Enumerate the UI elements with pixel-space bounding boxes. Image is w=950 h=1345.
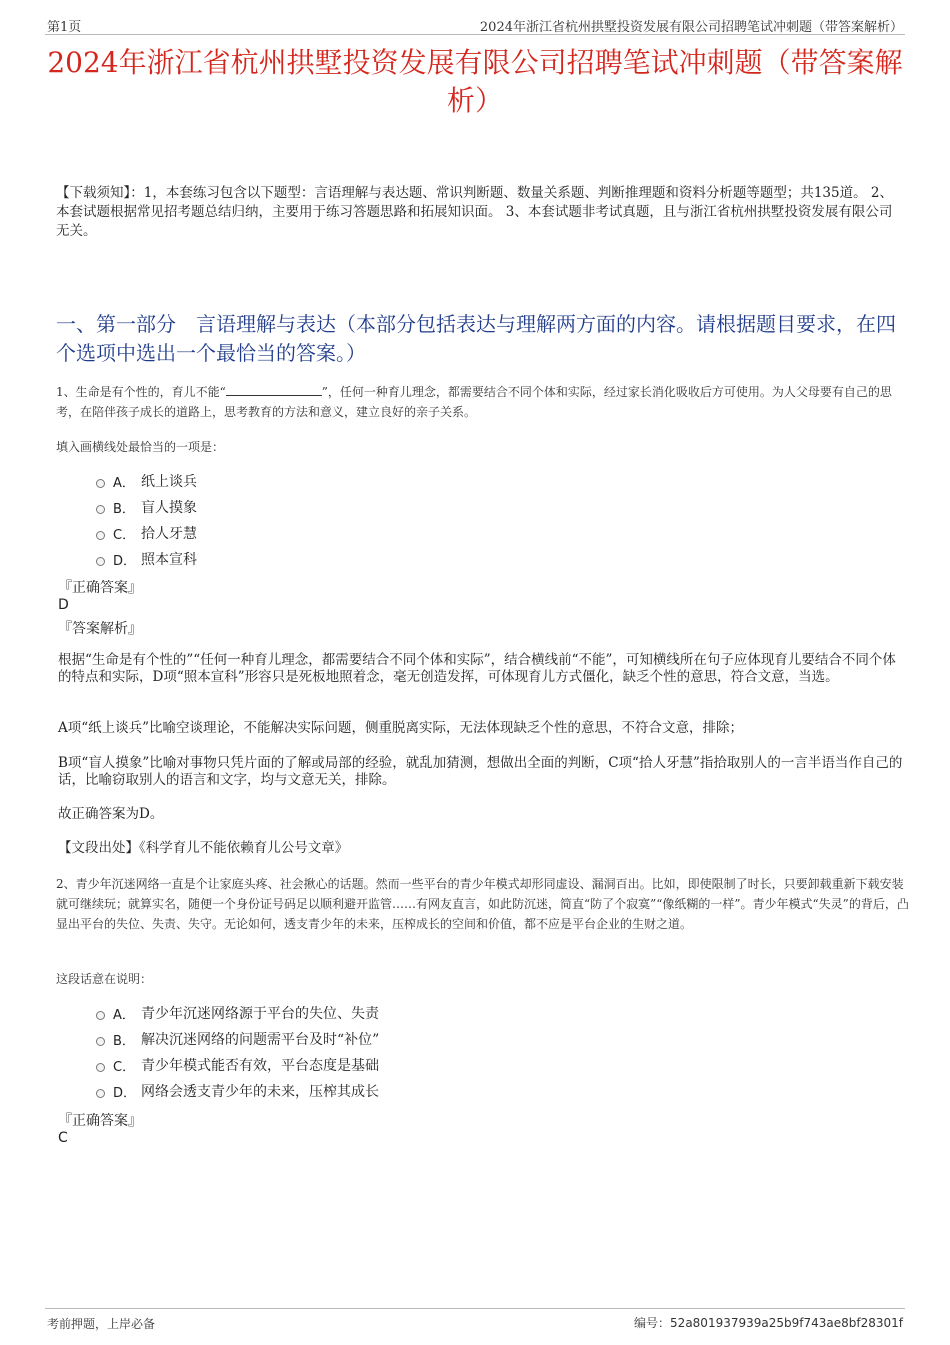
- option-letter: A．: [113, 475, 135, 491]
- option-letter: B．: [113, 1033, 135, 1049]
- radio-icon[interactable]: [96, 1037, 105, 1046]
- radio-icon[interactable]: [96, 1011, 105, 1020]
- analysis-paragraph: 故正确答案为D。: [58, 806, 164, 822]
- footer-code-value: 52a801937939a25b9f743ae8bf28301f: [670, 1316, 903, 1330]
- question-1-prompt: 填入画横线处最恰当的一项是：: [56, 440, 225, 454]
- document-title: 2024年浙江省杭州拱墅投资发展有限公司招聘笔试冲刺题（带答案解析）: [47, 46, 903, 117]
- page-footer: [45, 1308, 905, 1335]
- header-page-number: 第1页: [47, 20, 82, 35]
- question-2-prompt: 这段话意在说明：: [56, 972, 153, 986]
- source-citation: 【文段出处】《科学育儿不能依赖育儿公号文章》: [58, 840, 349, 856]
- footer-slogan: 考前押题，上岸必备: [47, 1317, 156, 1331]
- analysis-label: 『答案解析』: [58, 621, 142, 637]
- option-a[interactable]: [96, 468, 197, 494]
- analysis-paragraph: A项“纸上谈兵”比喻空谈理论，不能解决实际问题，侧重脱离实际，无法体现缺乏个性的意思，不符合文意，排除；: [58, 720, 744, 736]
- question-2-text: 2、青少年沉迷网络一直是个让家庭头疼、社会揪心的话题。然而一些平台的青少年模式却形同虚设、漏洞百出。比如，即使限制了时长，只要卸载重新下载安装就可继续玩；就算实名，随便一个身份证号码足以顺利避开监管……有网友直言，如此防沉迷，简直“防了个寂寞”“像纸糊的一样”。青少年模式“失灵”的背后，凸显出平台的失位、失责、失守。无论如何，透支青少年的未来，压榨成长的空间和价值，都不应是平台企业的生财之道。: [56, 877, 909, 931]
- option-text: 纸上谈兵: [141, 474, 197, 490]
- header-doc-title: 2024年浙江省杭州拱墅投资发展有限公司招聘笔试冲刺题（带答案解析）: [479, 20, 903, 35]
- option-text: 照本宣科: [141, 552, 197, 568]
- download-notice: 【下载须知】：1，本套练习包含以下题型：言语理解与表达题、常识判断题、数量关系题、判断推理题和资料分析题等题型；共135道。 2、本套试题根据常见招考题总结归纳，主要用于练习答题思路和拓展知识面。 3、本套试题非考试真题，且与浙江省杭州拱墅投资发展有限公司无关。: [56, 185, 893, 239]
- option-text: 青少年模式能否有效，平台态度是基础: [141, 1058, 379, 1074]
- radio-icon[interactable]: [96, 1063, 105, 1072]
- option-d[interactable]: [96, 546, 197, 572]
- option-text: 拾人牙慧: [141, 526, 197, 542]
- radio-icon[interactable]: [96, 531, 105, 540]
- question-1-options: [96, 468, 197, 572]
- option-letter: D．: [113, 553, 137, 569]
- option-c[interactable]: [96, 1052, 379, 1078]
- option-letter: D．: [113, 1085, 137, 1101]
- footer-code-label: 编号：: [634, 1316, 671, 1330]
- radio-icon[interactable]: [96, 1089, 105, 1098]
- answer-label: 『正确答案』: [58, 1113, 142, 1129]
- blank-underline: [226, 383, 322, 396]
- radio-icon[interactable]: [96, 505, 105, 514]
- radio-icon[interactable]: [96, 557, 105, 566]
- question-2-options: [96, 1000, 379, 1104]
- option-c[interactable]: [96, 520, 197, 546]
- option-d[interactable]: [96, 1078, 379, 1104]
- option-b[interactable]: [96, 494, 197, 520]
- page-header: [45, 14, 905, 35]
- option-text: 青少年沉迷网络源于平台的失位、失责: [141, 1006, 379, 1022]
- answer-label: 『正确答案』: [58, 580, 142, 596]
- analysis-paragraph: B项“盲人摸象”比喻对事物只凭片面的了解或局部的经验，就乱加猜测，想做出全面的判断，C项“拾人牙慧”指拾取别人的一言半语当作自己的话，比喻窃取别人的语言和文字，均与文意无关，排除。: [58, 755, 903, 788]
- option-b[interactable]: [96, 1026, 379, 1052]
- answer-value: D: [58, 597, 69, 613]
- option-letter: A．: [113, 1007, 135, 1023]
- option-text: 盲人摸象: [141, 500, 197, 516]
- answer-value: C: [58, 1130, 68, 1146]
- option-letter: B．: [113, 501, 135, 517]
- option-text: 解决沉迷网络的问题需平台及时“补位”: [141, 1032, 380, 1048]
- option-letter: C．: [113, 1059, 136, 1075]
- option-text: 网络会透支青少年的未来，压榨其成长: [141, 1084, 379, 1100]
- question-1-text: [56, 382, 910, 422]
- option-letter: C．: [113, 527, 136, 543]
- option-a[interactable]: [96, 1000, 379, 1026]
- footer-code: [634, 1314, 903, 1331]
- question-1-text-after: ”，任何一种育儿理念，都需要结合不同个体和实际，经过家长消化吸收后方可使用。为人父母要有自己的思考，在陪伴孩子成长的道路上，思考教育的方法和意义，建立良好的亲子关系。: [56, 385, 892, 419]
- radio-icon[interactable]: [96, 479, 105, 488]
- question-1-text-before: 1、生命是有个性的，育儿不能“: [56, 385, 226, 399]
- analysis-paragraph: 根据“生命是有个性的”“任何一种育儿理念，都需要结合不同个体和实际”，结合横线前“不能”，可知横线所在句子应体现育儿要结合不同个体的特点和实际，D项“照本宣科”形容只是死板地照着念，毫无创造发挥，可体现育儿方式僵化，缺乏个性的意思，符合文意，当选。: [58, 652, 896, 685]
- section-heading: 一、第一部分 言语理解与表达（本部分包括表达与理解两方面的内容。请根据题目要求，在四个选项中选出一个最恰当的答案。）: [56, 312, 896, 365]
